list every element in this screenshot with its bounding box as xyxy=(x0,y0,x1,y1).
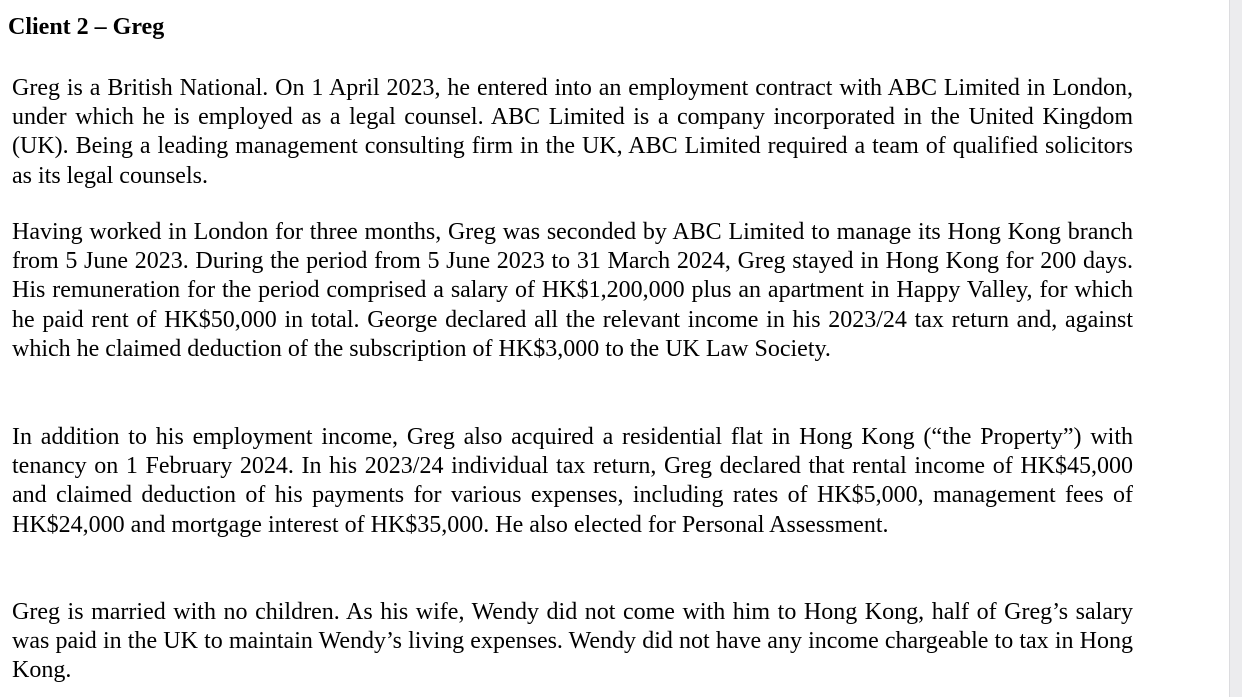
paragraph-rental-property: In addition to his employment income, Greg also acquired a residential flat in Hong Kong (“the Property”) with tenancy on 1 February 2024. In his 2023/24 individual tax return, Greg declared that rental income of HK$45,000 and claimed deduction of his payments for various expenses, including rates of HK$5,000, management fees of HK$24,000 and mortgage interest of HK$35,000. He also elected for Personal Assessment. xyxy=(12,424,1133,538)
document-heading: Client 2 – Greg xyxy=(8,14,165,40)
paragraph-employment-contract: Greg is a British National. On 1 April 2023, he entered into an employment contract with ABC Limited in London, under which he is employed as a legal counsel. ABC Limited is a company incorporated in the United Kingdom (UK). Being a leading management consulting firm in the UK, ABC Limited required a team of qualified solicitors as its legal counsels. xyxy=(12,75,1133,189)
paragraph-secondment: Having worked in London for three months, Greg was seconded by ABC Limited to manage its Hong Kong branch from 5 June 2023. During the period from 5 June 2023 to 31 March 2024, Greg stayed in Hong Kong for 200 days. His remuneration for the period comprised a salary of HK$1,200,000 plus an apartment in Happy Valley, for which he paid rent of HK$50,000 in total. George declared all the relevant income in his 2023/24 tax return and, against which he claimed deduction of the subscription of HK$3,000 to the UK Law Society. xyxy=(12,219,1133,362)
paragraph-marital-status: Greg is married with no children. As his wife, Wendy did not come with him to Hong Kong, half of Greg’s salary was paid in the UK to maintain Wendy’s living expenses. Wendy did not have any income chargeable to tax in Hong Kong. xyxy=(12,599,1133,684)
window-edge-strip xyxy=(1229,0,1242,697)
